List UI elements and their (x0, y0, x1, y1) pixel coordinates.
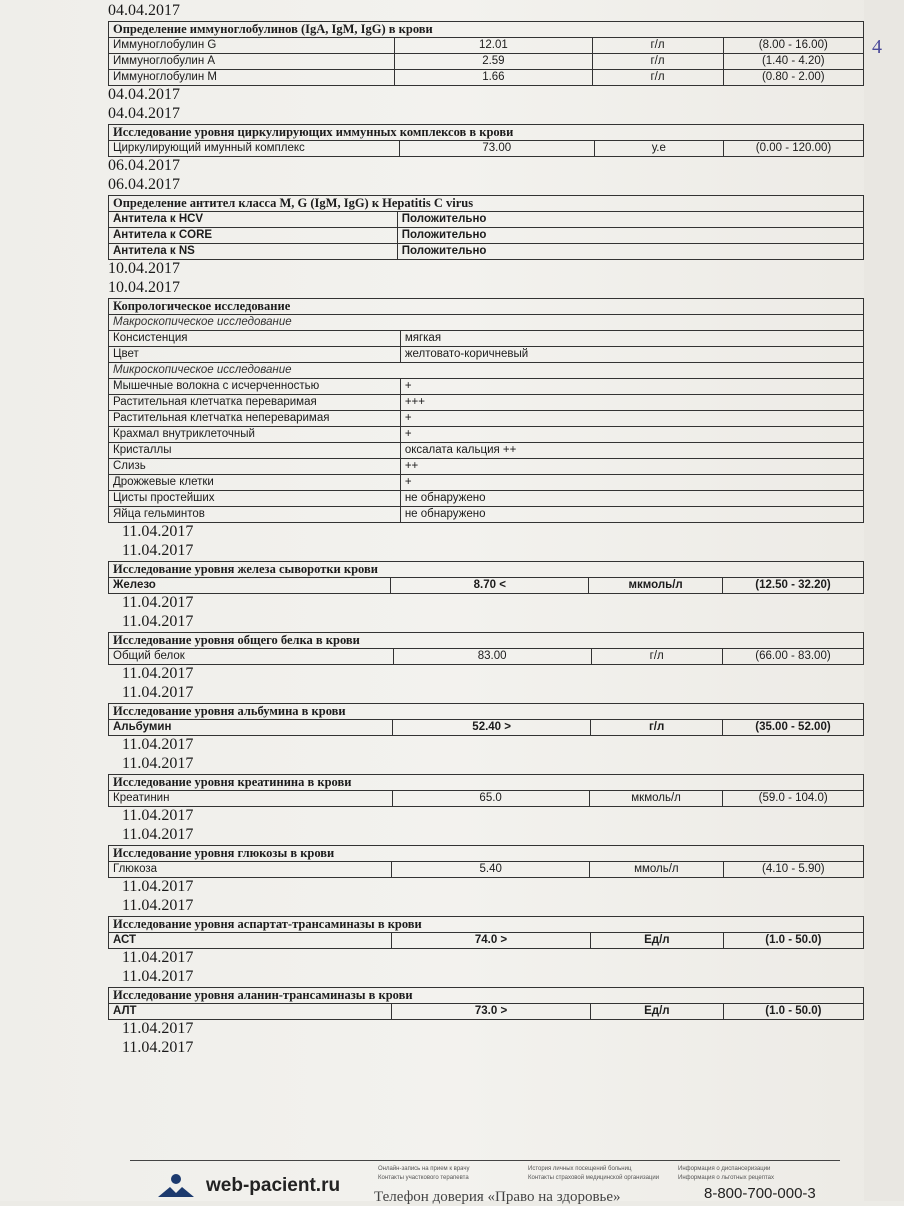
test-name: Растительная клетчатка непереваримая (109, 411, 401, 427)
table-row (109, 395, 864, 411)
table-row (109, 411, 864, 427)
test-value: 5.40 (392, 862, 590, 878)
test-value: 83.00 (393, 649, 591, 665)
result-date: 11.04.2017 (122, 613, 194, 630)
web-pacient-logo-icon (154, 1173, 198, 1199)
test-name: Мышечные волокна с исчерченностью (109, 379, 401, 395)
table-row (109, 507, 864, 523)
test-value: 1.66 (395, 70, 592, 86)
test-name: Глюкоза (109, 862, 392, 878)
result-date: 11.04.2017 (122, 1020, 194, 1037)
test-value: 52.40 > (392, 720, 590, 736)
test-name: АСТ (109, 933, 392, 949)
test-name: Кристаллы (109, 443, 401, 459)
result-date: 04.04.2017 (108, 2, 180, 19)
test-unit: г/л (591, 649, 722, 665)
test-result: не обнаружено (400, 507, 863, 523)
result-date: 11.04.2017 (122, 897, 194, 914)
test-result: + (400, 427, 863, 443)
table-row (109, 862, 864, 878)
lab-test-title: Исследование уровня аланин-трансаминазы в крови (109, 988, 864, 1004)
test-result: + (400, 411, 863, 427)
result-date: 11.04.2017 (122, 755, 194, 772)
lab-table (108, 21, 864, 86)
reference-range: (8.00 - 16.00) (723, 38, 863, 54)
lab-test-title: Исследование уровня глюкозы в крови (109, 846, 864, 862)
service-notes (378, 1165, 838, 1183)
test-unit: г/л (592, 54, 723, 70)
lab-test-title: Копрологическое исследование (109, 299, 864, 315)
result-date: 04.04.2017 (108, 105, 180, 122)
result-date: 10.04.2017 (108, 260, 180, 277)
section-heading: Макроскопическое исследование (109, 315, 864, 331)
table-row (109, 331, 864, 347)
lab-table (108, 124, 864, 157)
section-heading: Микроскопическое исследование (109, 363, 864, 379)
logo-text: web-pacient.ru (206, 1175, 341, 1196)
table-row (109, 649, 864, 665)
test-result: мягкая (400, 331, 863, 347)
test-name: Цвет (109, 347, 401, 363)
test-value: 2.59 (395, 54, 592, 70)
table-row (109, 578, 864, 594)
table-row (109, 315, 864, 331)
test-value: 8.70 < (391, 578, 589, 594)
table-row (109, 791, 864, 807)
test-name: Яйца гельминтов (109, 507, 401, 523)
table-row (109, 212, 864, 228)
lab-table (108, 195, 864, 260)
result-date: 11.04.2017 (122, 523, 194, 540)
test-result: Положительно (397, 212, 863, 228)
lab-table (108, 916, 864, 949)
result-date: 11.04.2017 (122, 878, 194, 895)
lab-test-title: Исследование уровня циркулирующих иммунных комплексов в крови (109, 125, 864, 141)
table-row (109, 70, 864, 86)
test-name: Иммуноглобулин А (109, 54, 395, 70)
test-unit: г/л (592, 70, 723, 86)
test-name: Цисты простейших (109, 491, 401, 507)
table-row (109, 363, 864, 379)
reference-range: (1.0 - 50.0) (723, 1004, 863, 1020)
test-value: 73.0 > (392, 1004, 591, 1020)
note-item: Контакты страховой медицинской организации (528, 1175, 660, 1181)
result-date: 06.04.2017 (108, 157, 180, 174)
result-date: 11.04.2017 (122, 684, 194, 701)
reference-range: (66.00 - 83.00) (722, 649, 863, 665)
test-unit: г/л (592, 38, 723, 54)
test-name: Циркулирующий имунный комплекс (109, 141, 400, 157)
test-value: 74.0 > (392, 933, 591, 949)
test-unit: мкмоль/л (589, 791, 723, 807)
result-date: 11.04.2017 (122, 665, 194, 682)
test-name: Общий белок (109, 649, 394, 665)
table-row (109, 491, 864, 507)
lab-test-title: Определение антител класса M, G (IgM, IgG) к Hepatitis C virus (109, 196, 864, 212)
reference-range: (59.0 - 104.0) (723, 791, 864, 807)
result-date: 10.04.2017 (108, 279, 180, 296)
lab-test-title: Определение иммуноглобулинов (IgA, IgM, IgG) в крови (109, 22, 864, 38)
test-unit: Ед/л (591, 933, 724, 949)
result-date: 11.04.2017 (122, 594, 194, 611)
test-name: Антитела к NS (109, 244, 398, 260)
lab-results-list (108, 2, 868, 1058)
reference-range: (1.40 - 4.20) (723, 54, 863, 70)
test-result: ++ (400, 459, 863, 475)
lab-table (108, 632, 864, 665)
hotline-phone: 8-800-700-000-3 (704, 1185, 816, 1202)
test-unit: у.е (594, 141, 723, 157)
lab-table (108, 774, 864, 807)
test-name: Растительная клетчатка переваримая (109, 395, 401, 411)
result-date: 11.04.2017 (122, 542, 194, 559)
test-name: Альбумин (109, 720, 393, 736)
table-row (109, 228, 864, 244)
lab-table (108, 298, 864, 523)
test-name: Иммуноглобулин М (109, 70, 395, 86)
test-name: Железо (109, 578, 391, 594)
reference-range: (0.80 - 2.00) (723, 70, 863, 86)
table-row (109, 379, 864, 395)
left-edge-shadow (864, 0, 904, 1201)
test-unit: ммоль/л (590, 862, 724, 878)
note-item: Контакты участкового терапевта (378, 1175, 469, 1181)
table-row (109, 427, 864, 443)
result-date: 06.04.2017 (108, 176, 180, 193)
test-unit: Ед/л (591, 1004, 724, 1020)
reference-range: (0.00 - 120.00) (724, 141, 864, 157)
hotline-text: Телефон доверия «Право на здоровье» (374, 1189, 621, 1205)
test-unit: г/л (591, 720, 723, 736)
test-name: Антитела к HCV (109, 212, 398, 228)
test-unit: мкмоль/л (589, 578, 723, 594)
test-value: 65.0 (392, 791, 589, 807)
lab-test-title: Исследование уровня аспартат-трансаминазы в крови (109, 917, 864, 933)
note-item: Информация о льготных рецептах (678, 1175, 774, 1181)
table-row (109, 459, 864, 475)
handwritten-margin-mark: 4 (872, 36, 882, 58)
test-result: желтовато-коричневый (400, 347, 863, 363)
lab-table (108, 987, 864, 1020)
table-row (109, 54, 864, 70)
lab-test-title: Исследование уровня креатинина в крови (109, 775, 864, 791)
result-date: 11.04.2017 (122, 807, 194, 824)
result-date: 11.04.2017 (122, 1039, 194, 1056)
table-row (109, 1004, 864, 1020)
test-name: АЛТ (109, 1004, 392, 1020)
test-name: Креатинин (109, 791, 393, 807)
lab-table (108, 561, 864, 594)
result-date: 11.04.2017 (122, 736, 194, 753)
test-name: Дрожжевые клетки (109, 475, 401, 491)
test-result: не обнаружено (400, 491, 863, 507)
lab-test-title: Исследование уровня общего белка в крови (109, 633, 864, 649)
test-result: Положительно (397, 244, 863, 260)
table-row (109, 443, 864, 459)
test-value: 73.00 (399, 141, 594, 157)
result-date: 11.04.2017 (122, 826, 194, 843)
note-item: История личных посещений больниц (528, 1166, 632, 1172)
table-row (109, 38, 864, 54)
lab-table (108, 845, 864, 878)
test-result: оксалата кальция ++ (400, 443, 863, 459)
lab-table (108, 703, 864, 736)
result-date: 11.04.2017 (122, 949, 194, 966)
test-result: Положительно (397, 228, 863, 244)
test-result: + (400, 475, 863, 491)
note-item: Онлайн-запись на прием к врачу (378, 1166, 470, 1172)
test-result: +++ (400, 395, 863, 411)
result-date: 11.04.2017 (122, 968, 194, 985)
reference-range: (4.10 - 5.90) (723, 862, 863, 878)
table-row (109, 475, 864, 491)
test-name: Консистенция (109, 331, 401, 347)
table-row (109, 933, 864, 949)
table-row (109, 141, 864, 157)
table-row (109, 347, 864, 363)
reference-range: (12.50 - 32.20) (723, 578, 864, 594)
reference-range: (35.00 - 52.00) (722, 720, 863, 736)
test-value: 12.01 (395, 38, 592, 54)
test-name: Антитела к CORE (109, 228, 398, 244)
note-item: Информация о диспансеризации (678, 1166, 771, 1172)
lab-test-title: Исследование уровня альбумина в крови (109, 704, 864, 720)
test-name: Слизь (109, 459, 401, 475)
test-result: + (400, 379, 863, 395)
test-name: Иммуноглобулин G (109, 38, 395, 54)
table-row (109, 720, 864, 736)
reference-range: (1.0 - 50.0) (723, 933, 863, 949)
test-name: Крахмал внутриклеточный (109, 427, 401, 443)
footer (130, 1160, 840, 1205)
table-row (109, 244, 864, 260)
result-date: 04.04.2017 (108, 86, 180, 103)
lab-test-title: Исследование уровня железа сыворотки крови (109, 562, 864, 578)
